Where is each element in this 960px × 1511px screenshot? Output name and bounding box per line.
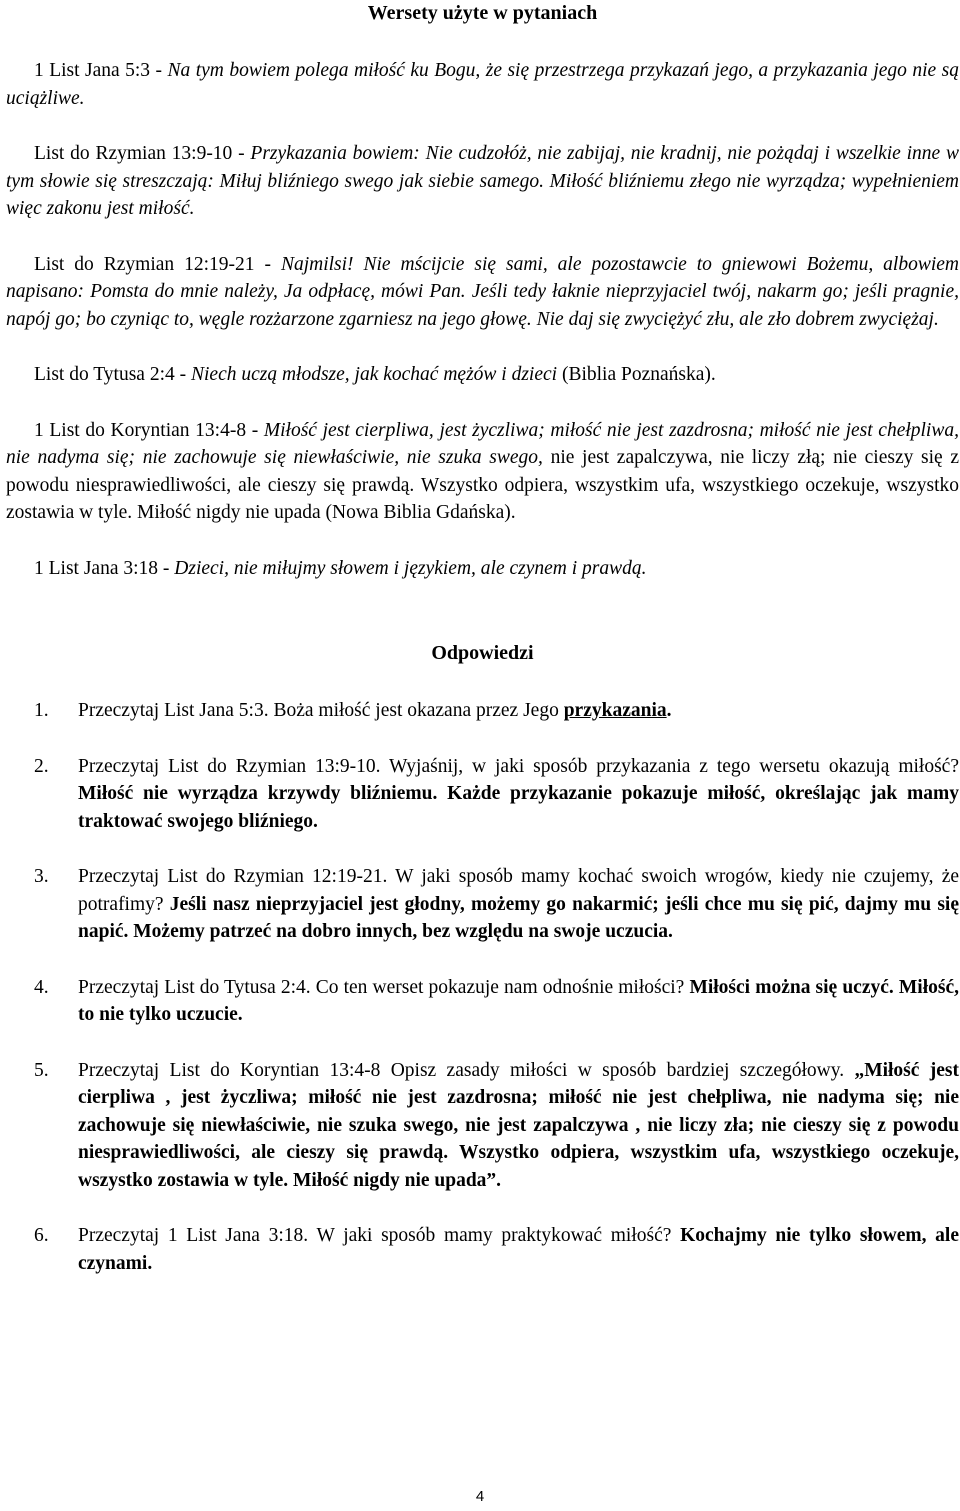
verse-ref: List do Rzymian 13:9-10 - [34,143,251,164]
question-text: Przeczytaj List do Koryntian 13:4-8 Opisz zasady miłości w sposób bardziej szczegółowy. [78,1059,855,1081]
verse-ref: List do Tytusa 2:4 - [34,364,191,385]
item-number: 6. [34,1225,49,1246]
answer-text: Miłości można się uczyć. Miłość, to nie tylko uczucie. [78,976,959,1025]
answer-item-2 [6,753,959,836]
verse-6 [6,555,959,583]
question-text: Przeczytaj List Jana 5:3. Boża miłość jest okazana przez Jego [78,700,564,721]
page-number: 4 [475,1488,485,1505]
item-number: 3. [34,866,49,887]
question-text: Przeczytaj List do Rzymian 12:19-21. W jaki sposób mamy kochać swoich wrogów, kiedy nie czujemy, że potrafimy? [78,866,959,915]
answer-text: Miłość nie wyrządza krzywdy bliźniemu. Każde przykazanie pokazuje miłość, określając jak mamy traktować swojego bliźniego. [78,783,959,832]
answers-heading: Odpowiedzi [431,642,534,664]
item-number: 1. [34,700,49,721]
verse-3 [6,251,959,334]
verse-4 [6,361,959,389]
answer-text: „Miłość jest cierpliwa , jest życzliwa; miłość nie jest zazdrosna; miłość nie jest chełpliwa, nie nadyma się; nie zachowuje się niewłaściwie, nie szuka swego, nie jest zapalczywa , nie liczy zła; nie cieszy się z powodu niesprawiedliwości, ale cieszy się prawdą. Wszystko odpiera, wszystkim ufa, wszystkiego oczekuje, wszystko zostawia w tyle. Miłość nigdy nie upada”. [78,1059,959,1191]
answer-item-6 [6,1222,959,1277]
answer-item-4 [6,974,959,1029]
answer-text: Kochajmy nie tylko słowem, ale czynami. [78,1225,960,1274]
verse-quote: Dzieci, nie miłujmy słowem i językiem, ale czynem i prawdą. [174,557,647,579]
verse-quote: Na tym bowiem polega miłość ku Bogu, że się przestrzega przykazań jego, a przykazania jego nie są uciążliwe. [6,60,960,109]
answer-item-5 [6,1057,959,1195]
verse-2 [6,140,959,223]
answer-item-1 [6,697,959,725]
question-text: Przeczytaj List do Tytusa 2:4. Co ten werset pokazuje nam odnośnie miłości? [78,976,690,998]
item-number: 5. [34,1059,49,1081]
verse-ref: 1 List do Koryntian 13:4-8 - [34,419,264,441]
verse-quote: Miłość jest cierpliwa, jest życzliwa; miłość nie jest zazdrosna; miłość nie jest chełpliwa, nie nadyma się; nie zachowuje się niewłaściwie, nie szuka swego, [6,419,959,468]
verse-source: (Biblia Poznańska). [557,364,716,385]
page-title: Wersety użyte w pytaniach [367,2,598,24]
verse-5 [6,417,959,527]
answer-text: przykazania [563,700,667,721]
question-text: Przeczytaj List do Rzymian 13:9-10. Wyjaśnij, w jaki sposób przykazania z tego wersetu okazują miłość? [78,755,959,777]
question-text: Przeczytaj 1 List Jana 3:18. W jaki sposób mamy praktykować miłość? [78,1225,681,1246]
verse-quote: Przykazania bowiem: Nie cudzołóż, nie zabijaj, nie kradnij, nie pożądaj i wszelkie inne w tym słowie się streszczają: Miłuj bliźniego swego jak siebie samego. Miłość bliźniemu złego nie wyrządza; wypełnieniem więc zakonu jest miłość. [6,143,960,219]
item-number: 2. [34,755,49,777]
verse-continuation: nie jest zapalczywa, nie liczy złą; nie cieszy się z powodu niesprawiedliwości, ale cieszy się prawdą. Wszystko odpiera, wszystkim ufa, wszystkiego oczekuje, wszystko zostawia w tyle. Miłość nigdy nie upada (Nowa Biblia Gdańska). [6,447,959,523]
answer-text: Jeśli nasz nieprzyjaciel jest głodny, możemy go nakarmić; jeśli chce mu się pić, dajmy mu się napić. Możemy patrzeć na dobro innych, bez względu na swoje uczucia. [78,893,959,942]
verse-ref: List do Rzymian 12:19-21 - [34,253,281,275]
answer-item-3 [6,863,959,946]
verse-ref: 1 List Jana 5:3 - [34,60,168,81]
answer-tail: . [666,700,672,721]
verses-section [6,57,959,582]
item-number: 4. [34,976,49,998]
answers-list [6,697,959,1277]
verse-quote: Niech uczą młodsze, jak kochać mężów i dzieci [190,364,558,385]
verse-quote: Najmilsi! Nie mścijcie się sami, ale pozostawcie to gniewowi Bożemu, albowiem napisano: Pomsta do mnie należy, Ja odpłacę, mówi Pan. Jeśli tedy łaknie nieprzyjaciel twój, nakarm go; jeśli pragnie, napój go; bo czyniąc to, węgle rozżarzone zgarniesz na jego głowę. Nie daj się zwyciężyć złu, ale zło dobrem zwyciężaj. [6,253,959,330]
verse-1 [6,57,959,112]
verse-ref: 1 List Jana 3:18 - [34,557,175,579]
document-page [6,0,959,1277]
